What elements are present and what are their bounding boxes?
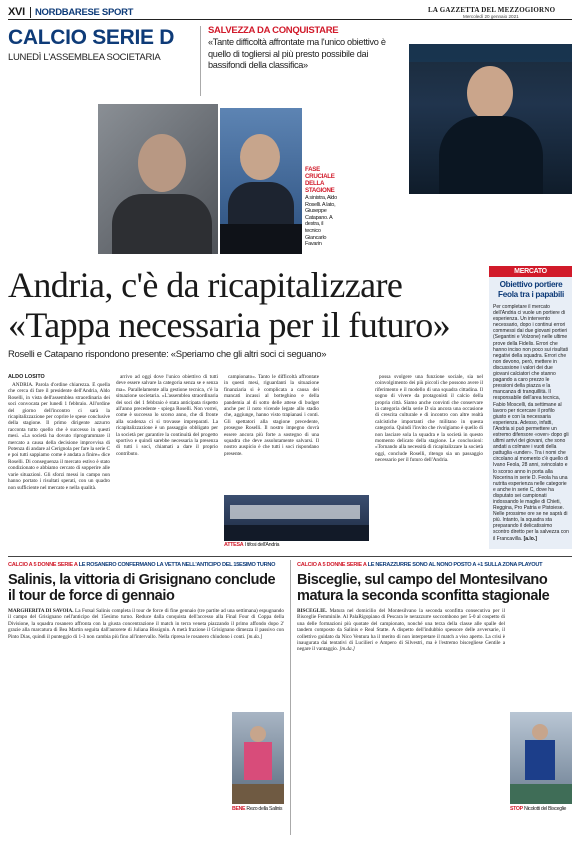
issue-date: Mercoledì 20 gennaio 2021 bbox=[463, 14, 519, 19]
salinis-kicker-category: CALCIO A 5 DONNE SERIE A bbox=[8, 562, 78, 568]
article-column-1 bbox=[8, 382, 110, 547]
bisceglie-photo-caption-label: STOP bbox=[510, 806, 523, 812]
player-jersey-shape bbox=[525, 740, 555, 780]
salinis-kicker bbox=[8, 562, 284, 568]
article-column-2 bbox=[116, 374, 218, 547]
fans-photo bbox=[224, 495, 369, 541]
player-head-shape bbox=[532, 724, 548, 740]
crowd-shape bbox=[224, 525, 369, 541]
fans-photo-caption bbox=[224, 542, 279, 548]
bisceglie-photo-caption bbox=[510, 806, 566, 812]
article-column-3-text: campionato». Tanto le difficoltà affrontate in questi mesi, riguardanti la situazione finanziaria si è complicata a causa dei mancati incassi al botteghino e della pandemia al di sotto delle attese di budget anche per il noto vicende legate allo stadio che, aggiunge, hanno visto trapianasi i conti. Gli spettatori alla stagione precedente, prosegue Roselli. Il nostro impegno dovrà essere ancora più forte a sostegno di una squadra che deve assolutamente salvarsi. Il nostro auspicio è che tutti i soci rispondano presente. bbox=[224, 374, 319, 457]
bisceglie-kicker-category: CALCIO A 5 DONNE SERIE A bbox=[297, 562, 367, 568]
bisceglie-body bbox=[297, 608, 505, 828]
bisceglie-dateline: BISCEGLIE. bbox=[297, 608, 327, 614]
salinis-body bbox=[8, 608, 284, 708]
photo-caption-title: FASE CRUCIALE DELLA STAGIONE bbox=[305, 166, 335, 194]
photo-caption bbox=[305, 166, 339, 248]
salinis-photo-caption-text: Rezo della Salinis bbox=[246, 806, 283, 812]
catapano-head-shape bbox=[240, 134, 280, 180]
main-headline-quote: «Tappa necessaria per il futuro» bbox=[8, 305, 451, 345]
coach-head-shape bbox=[467, 66, 513, 120]
sidebar-title: Obiettivo portiere Feola tra i papabili bbox=[498, 280, 564, 299]
article-column-1-text: ANDRIA. Parola d'ordine chiarezza. È quella che cerca di fare il presidente dell'Andria, Aldo Roselli, in vista dell'assemblea straordinaria dei soci convocata per lunedì 1 febbraio. All'ordine del giorno dell'incontro ci sarà la ricapitalizzazione per coprire le spese conclusive della stagione. Il primo dirigente azzurro racconta tutto quello che è successo in questi mesi. «La società ha dovuto riprogrammare il mercato a causa della decisione improvvisa di Potenza di andare al Cerignola per fare la serie C e poi tutti sappiamo come è andata a finire» dice Roselli. Di conseguenza il mercato estivo è stato condizionato e abbiamo cercato di sopperire alle varie situazioni. Gli sforzi messi in campo non hanno portato i risultati sperati, con un quadro non sufficiente nel mercato e nella qualità. bbox=[8, 382, 110, 491]
sidebar-kicker: MERCATO bbox=[489, 266, 572, 277]
stadium-lights-shape bbox=[409, 44, 572, 62]
bisceglie-signature: [m.da.] bbox=[339, 646, 355, 653]
bisceglie-headline: Bisceglie, sul campo del Montesilvano matura la seconda sconfitta stagionale bbox=[297, 572, 550, 604]
article-column-4 bbox=[375, 374, 483, 547]
page-number: XVI bbox=[8, 6, 25, 18]
salinis-photo-caption bbox=[232, 806, 282, 812]
salinis-photo-caption-label: BENE bbox=[232, 806, 246, 812]
section-name: NORDBARESE SPORT bbox=[35, 7, 134, 18]
court-floor-shape bbox=[510, 784, 572, 804]
roselli-shirt-shape bbox=[112, 194, 212, 254]
bisceglie-kicker-summary: LE NERAZZURRE SONO AL NONO POSTO A +1 SULLA ZONA PLAYOUT bbox=[367, 562, 543, 568]
section-banner-title: CALCIO SERIE D bbox=[8, 26, 175, 49]
bisceglie-kicker bbox=[297, 562, 573, 568]
quote-text: «Tante difficoltà affrontate ma l'unico obiettivo è quello di togliersi al più presto possibile dai bassifondi della classifica» bbox=[208, 37, 386, 70]
bisceglie-photo-caption-text: Nicolotti del Bisceglie bbox=[524, 806, 567, 812]
salinis-kicker-summary: LE ROSANERO CONFERMANO LA VETTA NELL'ANTICIPO DEL 15ESIMO TURNO bbox=[78, 562, 276, 568]
roselli-head-shape bbox=[138, 134, 186, 192]
article-column-3 bbox=[224, 374, 319, 492]
roselli-photo bbox=[98, 104, 218, 254]
sidebar-body bbox=[493, 304, 569, 542]
quote-divider bbox=[200, 26, 201, 96]
quote-kicker: SALVEZZA DA CONQUISTARE bbox=[208, 25, 339, 36]
sidebar-mercato bbox=[489, 266, 572, 549]
sidebar-signature: [a.lo.] bbox=[523, 535, 537, 542]
section-separator bbox=[8, 556, 572, 557]
sidebar-text: Per completare il mercato dell'Andria ci vuole un portiere di esperienza. Un intervento necessario, dopo i continui errori commessi dai due giovani portieri (Segantini e Volzone) nelle ultime prove della Fidelis. Errori che hanno inciso non poco sui risultati negativi della squadra. Errori che non devono, però, mettere in discussione i valori dei due giovani calciatori che stanno pagando a caro prezzo le pressioni della piazza e la mancanza di tranquillità. Il responsabile dell'area tecnica, Fabio Moscelli, da settimane al lavoro per ricercare il profilo giusto e con la necessaria esperienza. Adesso, infatti, l'Andria si può permettere un estremo difensore «over» dopo gli ultimi arrivi dei giovani, che sono andati a colmare i vuoti della pattuglia «under». Tra i nomi che circolano al momento c'è quello di Ivano Feola, 28 anni, svincolato e lo scorso anno in porta alla Nocerina in serie D. Feola ha una nutrita esperienza nelle categorie e anche in serie C, dove ha disputato sei campionati indossando le maglie di Chieti, Reggina, Pro Patria e Pistoiese. Nelle prossime ore se ne saprà di più. Intanto, la squadra sta preparando il delicatissimo scontro diretto per la salvezza con il Francavilla. bbox=[493, 304, 569, 542]
masthead bbox=[8, 6, 572, 20]
fans-photo-caption-label: ATTESA bbox=[224, 542, 244, 548]
paper-name: LA GAZZETTA DEL MEZZOGIORNO bbox=[428, 6, 556, 14]
section-banner-subtitle: LUNEDÌ L'ASSEMBLEA SOCIETARIA bbox=[8, 52, 161, 63]
masthead-divider bbox=[30, 7, 31, 18]
press-table-shape bbox=[220, 224, 302, 254]
byline: ALDO LOSITO bbox=[8, 374, 45, 380]
bisceglie-text: Matura nel domicilio del Montesilvano la seconda sconfitta consecutiva per il Bisceglie Femminile. Al PalaRigopiano di Pescara le nerazzurre soccombono per 5-0 al cospetto di una delle formazioni più quotate del campionato, nonché una terza della classe alle spalle del tandem composto da Salinis e Real Statte. A dispetto dell'indubbio spessore delle avversarie, il collettivo guidato da Nico Ventura ha il merito di non interpretare il match a viso aperto. La crisi è inaugurata dai tentativi di Lucilieri e Ampero di Silvestri, ma è l'estremo biscegliese Gentile a negare il vantaggio. bbox=[297, 608, 505, 653]
main-deck: Roselli e Catapano rispondono presente: «Speriamo che gli altri soci ci seguano» bbox=[8, 349, 327, 360]
fans-banner-shape bbox=[230, 505, 360, 519]
court-floor-shape bbox=[232, 784, 284, 804]
bisceglie-photo bbox=[510, 712, 572, 804]
bottom-column-divider bbox=[290, 560, 291, 835]
article-column-2-text: arrivo ad oggi dove l'unico obiettivo di tutti deve essere salvare la categoria senza se e senza ma». Parallelamente alla gestione tecnica, c'è la situazione societaria. «L'assemblea straordinaria dei soci del 1 febbraio è stata anticipata rispetto all'anno precedente - spiega Roselli. Non vorrei, come è successo lo scorso anno, che di fronte alla scadenza ci si trovasse impreparati. La ricapitalizzazione è un passaggio obbligato per la società per garantire la continuità del progetto sportivo e quindi sarebbe necessaria la presenza di tutti i soci, chiamati a dare il proprio contributo. bbox=[116, 374, 218, 457]
coach-jacket-shape bbox=[439, 116, 543, 194]
coach-photo bbox=[409, 44, 572, 194]
salinis-signature: [m.da.] bbox=[246, 633, 263, 640]
main-headline: Andria, c'è da ricapitalizzare bbox=[8, 265, 403, 305]
salinis-photo bbox=[232, 712, 284, 804]
fans-photo-caption-text: I tifosi dell'Andria bbox=[244, 542, 280, 548]
player-head-shape bbox=[250, 726, 266, 742]
article-column-4-text: possa svolgere una funzione sociale, sia nel coinvolgimento dei più piccoli che possono avere il riferimento e il modello di una squadra cittadina. Il sogno di vivere da protagonisti il calcio della propria città. Siamo anche convinti che conservare la categoria della serie D sia ancora una occasione di crescita culturale e di incontro con altre realtà calcistiche importanti che militano in questa categoria. Quindi l'invito che rivolgiamo è quello di non lasciare sola la squadra e la società in questo momento delicato della stagione. Le conclusioni: «Tornando alla necessità di ricapitalizzare la società oggi, conclude Roselli, ritengo sia un passaggio necessario per il futuro dell'Andria. bbox=[375, 374, 483, 464]
salinis-text: La Futsal Salinis completa il tour de force di fine gennaio (tre partite ad una settimana) espugnando il campo del Grisignano nell'anticipo del 15esimo turno. Reduce dalla conquista dell'accesso alla Final Four di Coppa della Divisione, la squadra rosanero affronta con la giusta concentrazione il match in terra veneta piazzando il primo affondo dopo 2' grazie alla marcatura di Bea Martin seguita dall'autorete di Juliana Bissignin. A metà frazione il Grisignano dimezza il passivo con Pinto Dias, quindi il punteggio di 1-3 non cambia più fino all'intervallo. Nella ripresa le rosanero chiudono i conti. bbox=[8, 608, 284, 640]
player-jersey-shape bbox=[244, 742, 272, 780]
catapano-photo bbox=[220, 108, 302, 254]
salinis-dateline: MARGHERITA DI SAVOIA. bbox=[8, 608, 74, 614]
salinis-headline: Salinis, la vittoria di Grisignano conclude il tour de force di gennaio bbox=[8, 572, 276, 604]
photo-caption-text: A sinistra, Aldo Roselli. A lato, Giuseppe Catapano. A destra, il tecnico Giancarlo Favarin bbox=[305, 195, 337, 248]
